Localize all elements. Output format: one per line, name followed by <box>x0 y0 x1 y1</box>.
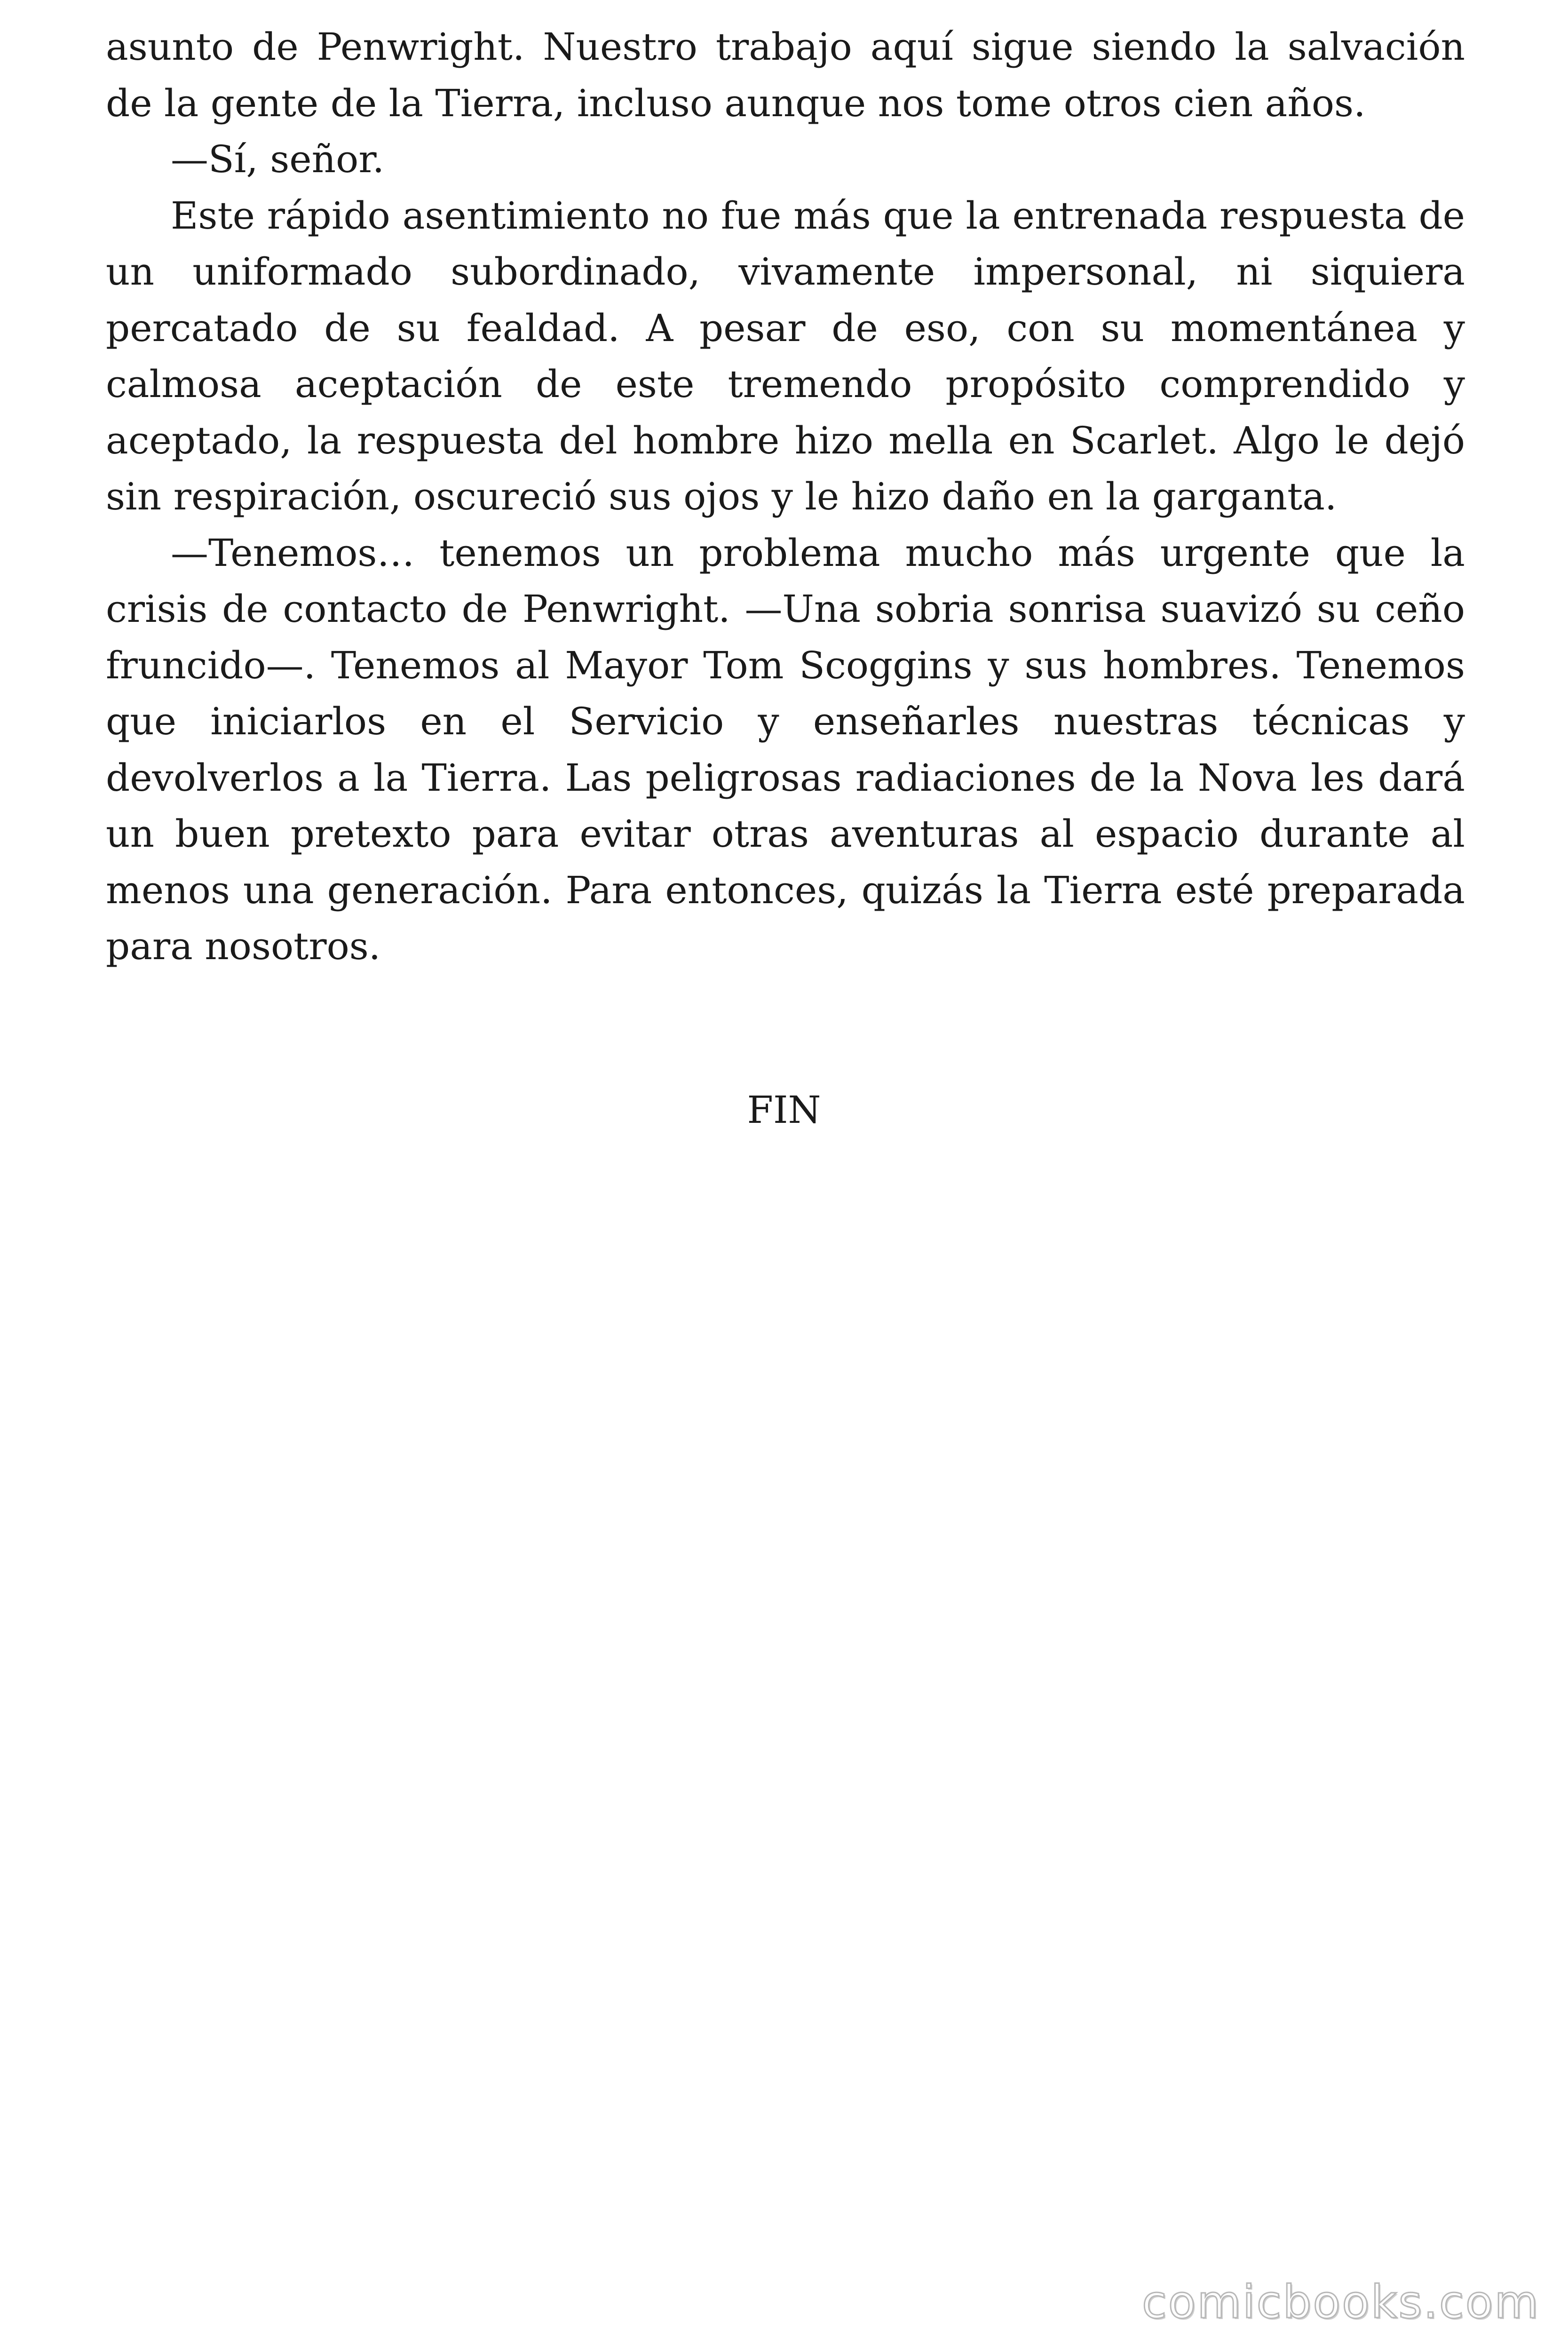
watermark-logo: comicbooks.com <box>1141 2276 1540 2328</box>
paragraph-dialogue-reply: —Sí, señor. <box>171 137 385 181</box>
paragraph-continuation: asunto de Penwright. Nuestro trabajo aquí sigue siendo la salvación de la gente de la Tierra, incluso aunque nos tome otros cien años. <box>106 25 1465 125</box>
paragraph-dialogue-final: —Tenemos… tenemos un problema mucho más urgente que la crisis de contacto de Penwright. —Una sobria sonrisa suavizó su ceño fruncido—. Tenemos al Mayor Tom Scoggins y sus hombres. Tenemos que iniciarlos en el Servicio y enseñarles nuestras técnicas y devolverlos a la Tierra. Las peligrosas radiaciones de la Nova les dará un buen pretexto para evitar otras aventuras al espacio durante al menos una generación. Para entonces, quizás la Tierra esté preparada para nosotros. <box>106 531 1465 968</box>
paragraph-narration: Este rápido asentimiento no fue más que la entrenada respuesta de un uniformado subordinado, vivamente impersonal, ni siquiera percatado de su fealdad. A pesar de eso, con su momentánea y calmosa aceptación de este tremendo propósito comprendido y aceptado, la respuesta del hombre hizo mella en Scarlet. Algo le dejó sin respiración, oscureció sus ojos y le hizo daño en la garganta. <box>106 193 1465 518</box>
end-marker: FIN <box>747 1088 821 1132</box>
book-page-text <box>106 19 1465 975</box>
